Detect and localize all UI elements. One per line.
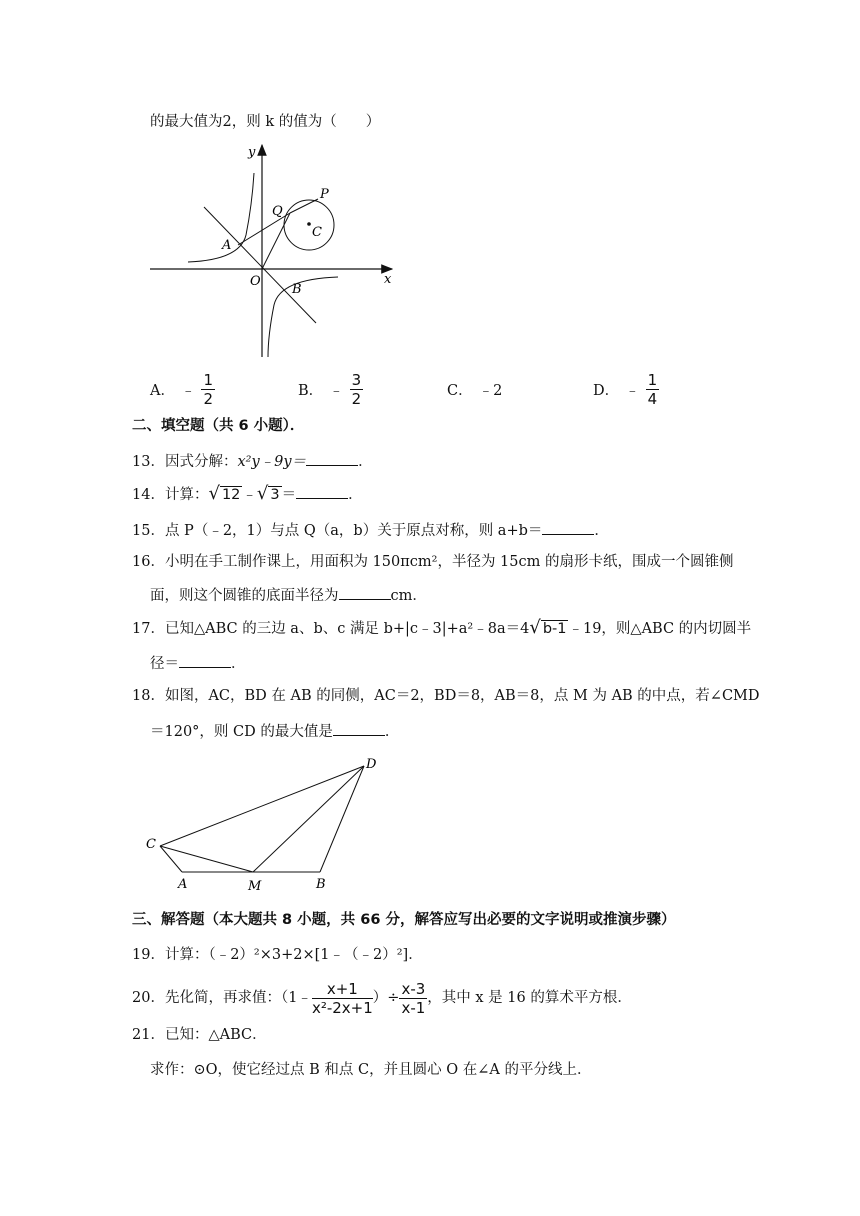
label-x: x (384, 272, 392, 287)
label-P: P (320, 187, 329, 202)
question-14: 14．计算：√ 12 ﹣√ 3 ＝ ． (132, 483, 363, 504)
label-D: D (366, 757, 377, 772)
segment-CM (160, 846, 253, 872)
option-a[interactable]: A． ﹣ $\frac{1}{2}$ (150, 370, 214, 408)
label-A2: A (178, 877, 188, 892)
question-20: 20．先化简，再求值：（1﹣ $\frac{x+1}{\text{x²-2x+1}}$ ）÷ $\frac{x-3}{x-1}$ ，其中 x 是 16 的算术平方根． (132, 979, 632, 1017)
question-17-line-2: 径＝ ． (150, 653, 246, 674)
question-15: 15．点 P（﹣2，1）与点 Q（a，b）关于原点对称，则 a+b＝ ． (132, 520, 609, 541)
q15-answer-blank[interactable] (542, 520, 594, 535)
label-A: A (222, 238, 232, 253)
label-B: B (292, 282, 302, 297)
section-2-heading: 二、填空题（共 6 小题）． (132, 418, 305, 434)
segment-CD (160, 766, 364, 846)
q14-answer-blank[interactable] (296, 484, 348, 499)
figure-triangle-cmd (140, 750, 400, 895)
label-Q: Q (272, 204, 283, 219)
q13-answer-blank[interactable] (306, 451, 358, 466)
label-y: y (248, 145, 256, 160)
question-13: 13．因式分解：x²y﹣9y＝ ． (132, 451, 373, 472)
segment-QP (290, 199, 318, 213)
q17-answer-blank[interactable] (179, 653, 231, 668)
label-C2: C (146, 837, 156, 852)
question-16-line-1: 16．小明在手工制作课上，用面积为 150πcm²，半径为 15cm 的扇形卡纸，围成一个圆锥侧 (132, 554, 734, 570)
q12-tail: 的最大值为2，则 k 的值为（ ） (150, 114, 381, 130)
question-21-line-1: 21．已知：△ABC． (132, 1027, 267, 1043)
q18-answer-blank[interactable] (333, 721, 385, 736)
question-18-line-2: ＝120°，则 CD 的最大值是 ． (150, 721, 399, 742)
hyperbola-right-branch (268, 277, 338, 357)
label-M: M (248, 879, 262, 894)
label-B2: B (316, 877, 326, 892)
segment-BD (320, 766, 364, 872)
option-b[interactable]: B． ﹣ $\frac{3}{2}$ (298, 370, 362, 408)
question-21-line-2: 求作：⊙O，使它经过点 B 和点 C，并且圆心 O 在∠A 的平分线上． (150, 1062, 592, 1078)
segment-MD (253, 766, 364, 872)
q16-answer-blank[interactable] (339, 585, 391, 600)
question-17-line-1: 17．已知△ABC 的三边 a、b、c 满足 b+|c﹣3|+a²﹣8a＝4√ b-1 ﹣19，则△ABC 的内切圆半 (132, 617, 752, 638)
label-C: C (312, 225, 322, 240)
center-dot-C (307, 222, 311, 226)
question-19: 19．计算：（﹣2）²×3+2×[1﹣（﹣2）²]． (132, 947, 423, 963)
option-d[interactable]: D． ﹣ $\frac{1}{4}$ (593, 370, 658, 408)
question-16-line-2: 面，则这个圆锥的底面半径为 cm． (150, 585, 427, 606)
label-O: O (250, 274, 261, 289)
figure-coordinate-plane (140, 135, 410, 365)
segment-CA (160, 846, 182, 872)
line-through-origin (204, 207, 316, 323)
option-c[interactable]: C． ﹣2 (447, 382, 503, 399)
section-3-heading: 三、解答题（本大题共 8 小题，共 66 分，解答应写出必要的文字说明或推演步骤） (132, 912, 676, 928)
question-18-line-1: 18．如图，AC，BD 在 AB 的同侧，AC＝2，BD＝8，AB＝8，点 M 为 AB 的中点，若∠CMD (132, 688, 760, 704)
